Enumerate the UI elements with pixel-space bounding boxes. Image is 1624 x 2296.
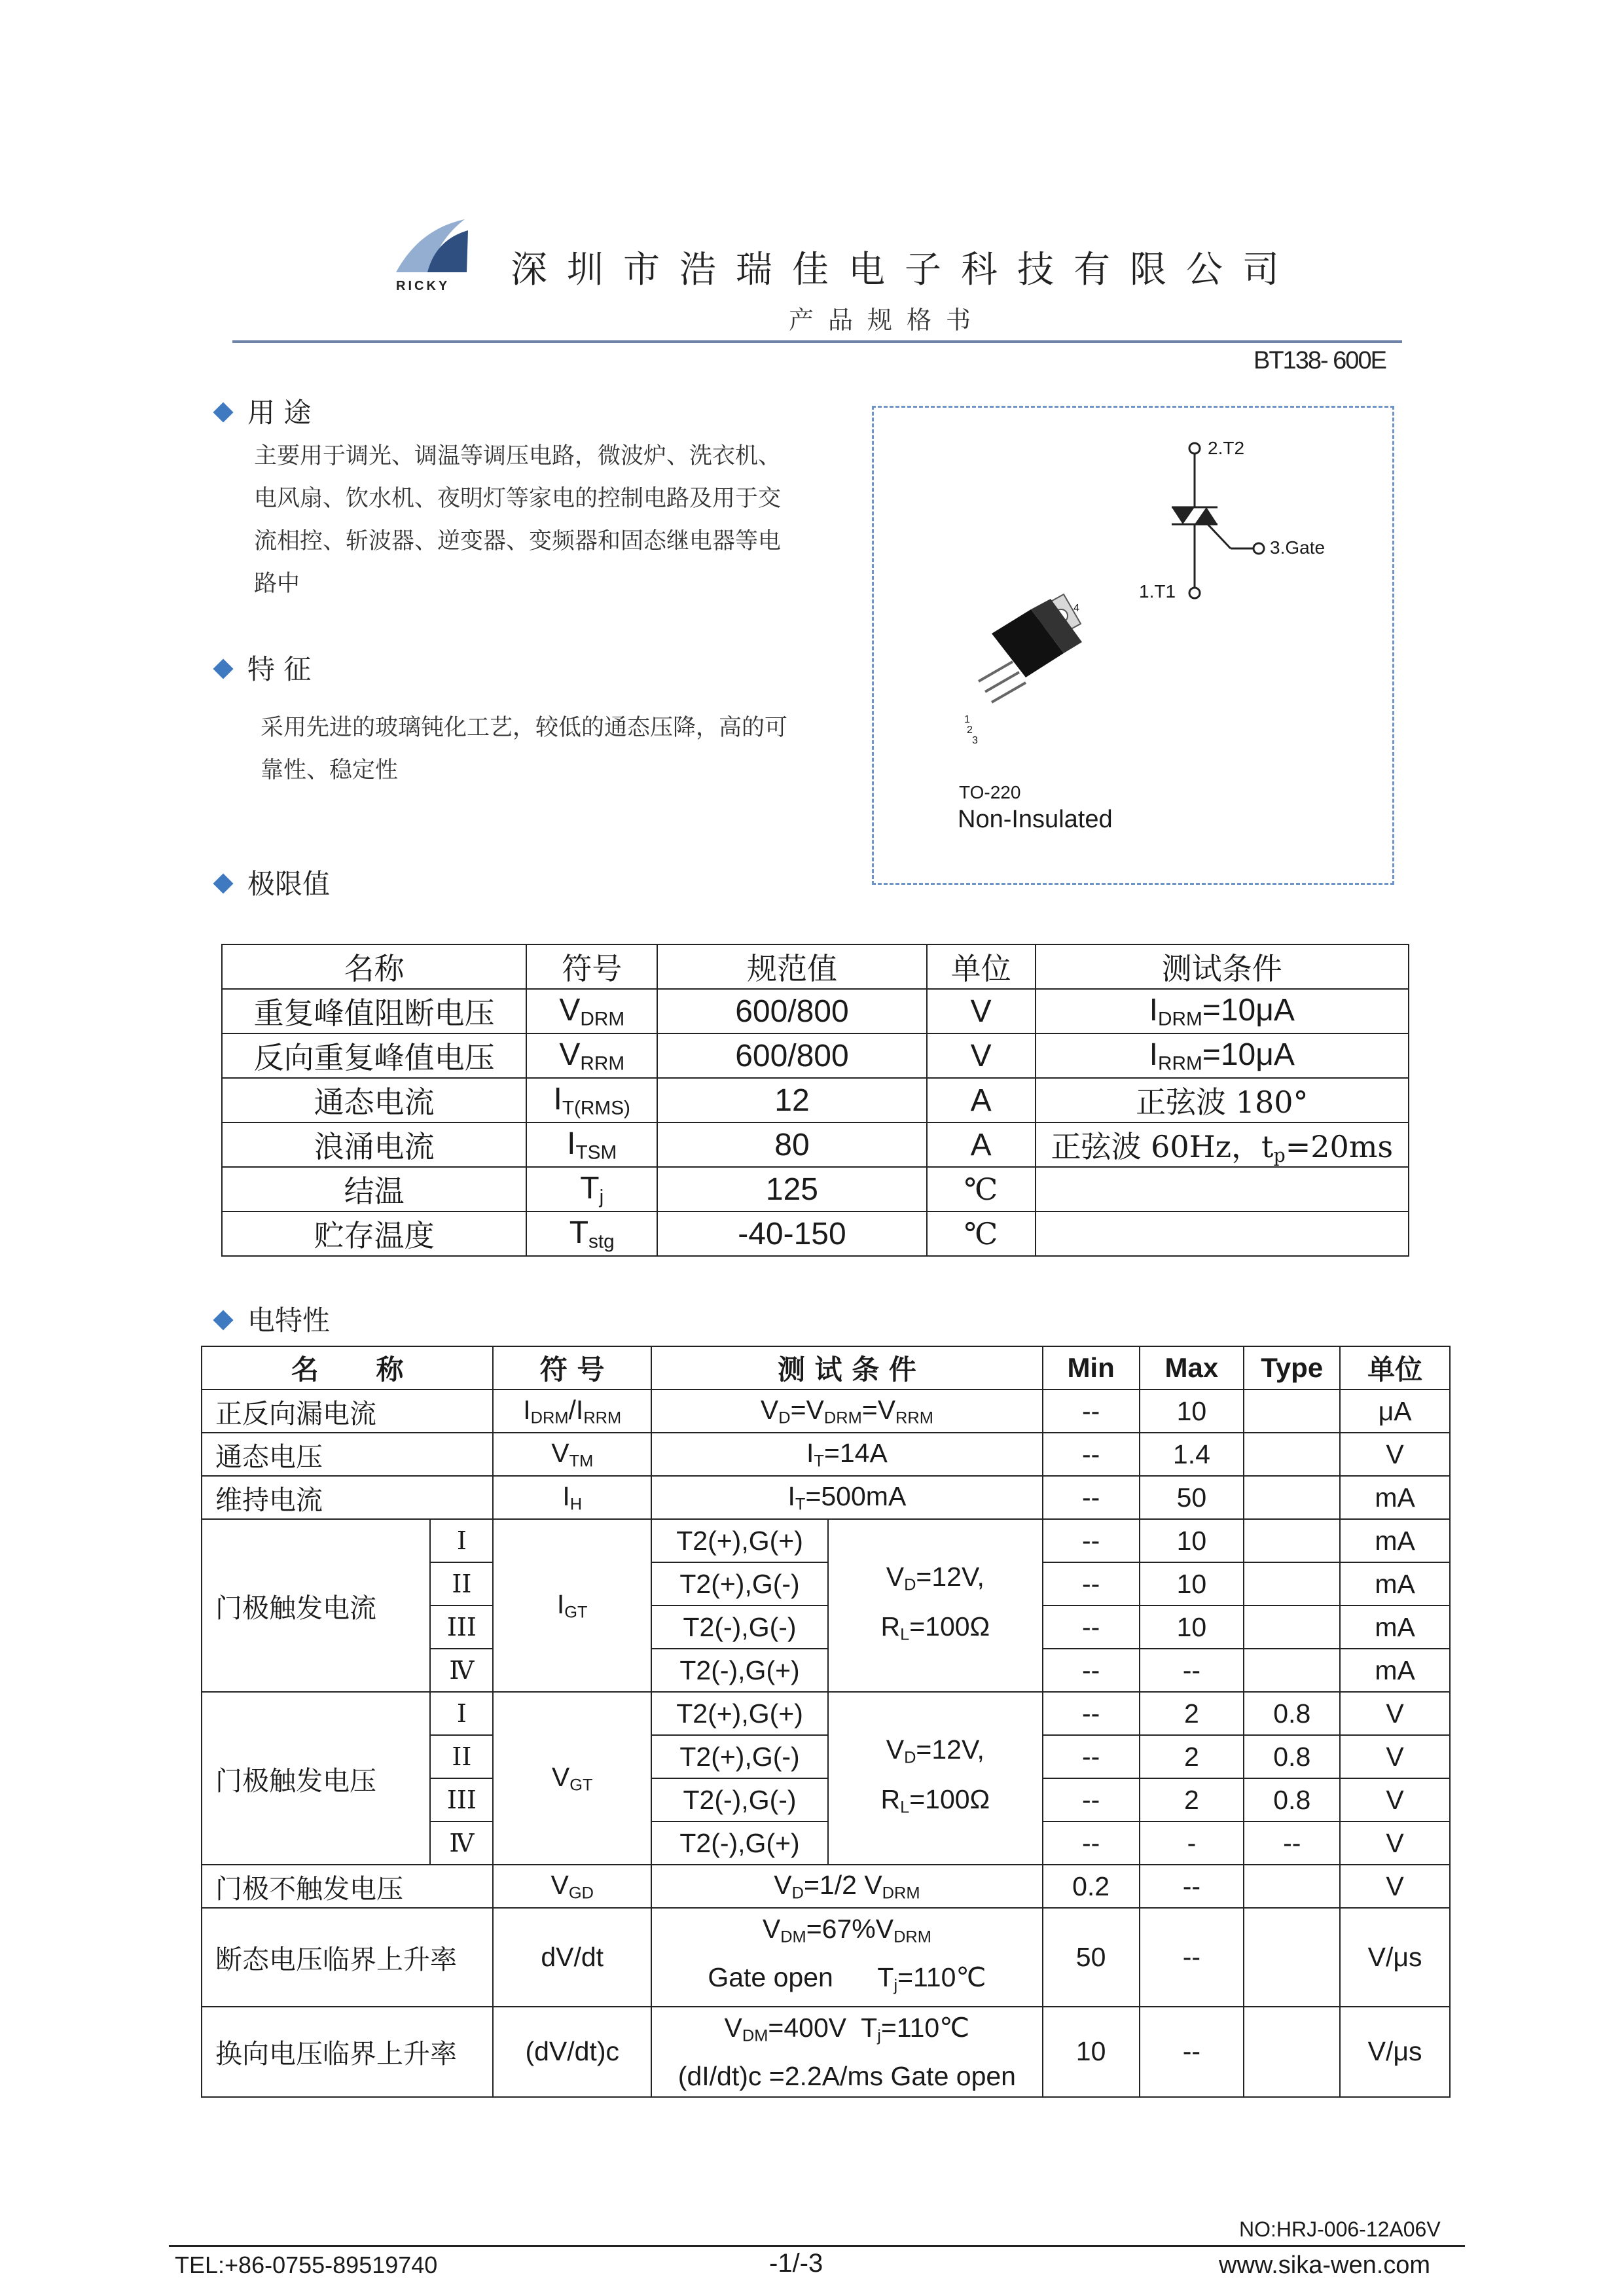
package-type: Non-Insulated [958, 806, 1113, 833]
param-unit: V [927, 989, 1036, 1033]
type-value [1244, 1433, 1340, 1476]
test-condition: $V_D=V_{DRM}=V_{RRM}$ [651, 1390, 1043, 1433]
param-unit: ℃ [927, 1167, 1036, 1211]
param-symbol: $I_{DRM}/I_{RRM}$ [493, 1390, 651, 1433]
param-symbol: $T_{stg}$ [526, 1211, 657, 1256]
max-value: -- [1140, 2007, 1244, 2097]
quadrant: III [430, 1605, 493, 1649]
table-row [202, 1692, 1450, 1735]
param-symbol: $I_{GT}$ [493, 1519, 651, 1692]
type-value [1244, 1865, 1340, 1908]
max-value: - [1140, 1821, 1244, 1865]
table-row [202, 1433, 1450, 1476]
table-row [202, 1908, 1450, 2007]
type-value [1244, 1649, 1340, 1692]
header-cell: 规范值 [657, 944, 927, 989]
test-condition: $V_D=12V$, $R_L=100\Omega$ [828, 1692, 1043, 1865]
quadrant: I [430, 1692, 493, 1735]
pin-t1-label: 1.T1 [1139, 581, 1176, 601]
unit: V/μs [1340, 1908, 1450, 2007]
bullet-diamond-icon [213, 873, 233, 893]
pin3-label: 3 [972, 735, 978, 746]
test-condition: 正弦波 60Hz，$t_p=20ms$ [1036, 1122, 1409, 1167]
pin-gate-label: 3.Gate [1270, 537, 1326, 558]
unit: V/μs [1340, 2007, 1450, 2097]
param-name: 门极不触发电压 [202, 1865, 493, 1908]
usage-line: 路中 [254, 571, 300, 597]
bullet-diamond-icon [213, 658, 233, 679]
max-value: -- [1140, 1865, 1244, 1908]
unit: mA [1340, 1605, 1450, 1649]
param-name: 维持电流 [202, 1476, 493, 1519]
test-condition: $I_{DRM}=10\mu A$ [1036, 989, 1409, 1033]
table-header-row [222, 944, 1409, 989]
min-value: -- [1043, 1649, 1140, 1692]
company-logo [389, 216, 475, 295]
param-value: 80 [657, 1122, 927, 1167]
max-value: 2 [1140, 1692, 1244, 1735]
header-cell: 符 号 [493, 1346, 651, 1390]
type-value [1244, 1908, 1340, 2007]
header-cell: 符号 [526, 944, 657, 989]
table-row [202, 1865, 1450, 1908]
type-value [1244, 2007, 1340, 2097]
header-cell: 单位 [1340, 1346, 1450, 1390]
min-value: -- [1043, 1605, 1140, 1649]
features-text [261, 707, 787, 792]
quadrant-condition: T2(+),G(-) [651, 1562, 828, 1605]
pin-t2-label: 2.T2 [1208, 438, 1245, 458]
param-name: 重复峰值阻断电压 [222, 989, 526, 1033]
max-value: 1.4 [1140, 1433, 1244, 1476]
param-name: 反向重复峰值电压 [222, 1033, 526, 1078]
param-symbol: $V_{GT}$ [493, 1692, 651, 1865]
test-condition: $V_D=1/2$ $V_{DRM}$ [651, 1865, 1043, 1908]
test-condition: 正弦波 180° [1036, 1078, 1409, 1122]
table-row [202, 1519, 1450, 1562]
document-number: NO:HRJ-006-12A06V [1239, 2217, 1441, 2241]
type-value [1244, 1562, 1340, 1605]
company-name: 深圳市浩瑞佳电子科技有限公司 [511, 249, 1299, 291]
quadrant: I [430, 1519, 493, 1562]
test-condition [1036, 1167, 1409, 1211]
param-symbol: $T_j$ [526, 1167, 657, 1211]
min-value: -- [1043, 1476, 1140, 1519]
table-row [222, 1078, 1409, 1122]
param-unit: A [927, 1122, 1036, 1167]
pin2-label: 2 [967, 725, 973, 736]
param-value: 125 [657, 1167, 927, 1211]
footer-divider [169, 2245, 1465, 2247]
max-value: 50 [1140, 1476, 1244, 1519]
electrical-section-title: 电特性 [216, 1299, 330, 1338]
quadrant: Ⅳ [430, 1649, 493, 1692]
header-divider [232, 340, 1402, 343]
max-value: -- [1140, 1908, 1244, 2007]
max-value: 10 [1140, 1605, 1244, 1649]
param-name: 通态电流 [222, 1078, 526, 1122]
limits-section-title: 极限值 [216, 863, 330, 902]
usage-line: 主要用于调光、调温等调压电路，微波炉、洗衣机、 [254, 443, 782, 469]
param-symbol: $I_{T(RMS)}$ [526, 1078, 657, 1122]
package-diagram-box [872, 406, 1394, 885]
quadrant-condition: T2(-),G(-) [651, 1778, 828, 1821]
unit: V [1340, 1778, 1450, 1821]
header-cell: 名 称 [202, 1346, 493, 1390]
bullet-diamond-icon [213, 1310, 233, 1330]
min-value: -- [1043, 1778, 1140, 1821]
type-value: 0.8 [1244, 1778, 1340, 1821]
header-cell: 单位 [927, 944, 1036, 989]
test-condition: $I_T=14A$ [651, 1433, 1043, 1476]
param-symbol: $V_{TM}$ [493, 1433, 651, 1476]
unit: V [1340, 1433, 1450, 1476]
type-value [1244, 1605, 1340, 1649]
footer-telephone: TEL:+86-0755-89519740 [175, 2251, 438, 2278]
pin4-label: 4 [1074, 603, 1079, 614]
max-value: 2 [1140, 1778, 1244, 1821]
quadrant-condition: T2(+),G(+) [651, 1692, 828, 1735]
table-row [222, 1211, 1409, 1256]
bullet-diamond-icon [213, 402, 233, 422]
table-row [202, 1476, 1450, 1519]
features-section-title: 特 征 [216, 648, 311, 687]
param-symbol: $I_{TSM}$ [526, 1122, 657, 1167]
min-value: 50 [1043, 1908, 1140, 2007]
min-value: 10 [1043, 2007, 1140, 2097]
param-name: 换向电压临界上升率 [202, 2007, 493, 2097]
param-name: 贮存温度 [222, 1211, 526, 1256]
pin1-label: 1 [964, 714, 970, 725]
unit: mA [1340, 1476, 1450, 1519]
unit: V [1340, 1865, 1450, 1908]
unit: mA [1340, 1649, 1450, 1692]
electrical-characteristics-table [201, 1346, 1451, 2098]
unit: V [1340, 1692, 1450, 1735]
header-cell: 测 试 条 件 [651, 1346, 1043, 1390]
type-value: 0.8 [1244, 1692, 1340, 1735]
triac-symbol-icon [874, 408, 1392, 883]
min-value: -- [1043, 1433, 1140, 1476]
unit: V [1340, 1821, 1450, 1865]
param-symbol: $V_{GD}$ [493, 1865, 651, 1908]
table-row [222, 1122, 1409, 1167]
param-value: 600/800 [657, 989, 927, 1033]
features-line: 靠性、稳定性 [261, 757, 399, 783]
logo-text: RICKY [396, 279, 450, 293]
header-cell: 名称 [222, 944, 526, 989]
param-value: -40-150 [657, 1211, 927, 1256]
min-value: -- [1043, 1692, 1140, 1735]
max-value: 10 [1140, 1519, 1244, 1562]
package-name: TO-220 [959, 782, 1021, 802]
quadrant-condition: T2(+),G(-) [651, 1735, 828, 1778]
table-row [202, 2007, 1450, 2097]
param-name: 正反向漏电流 [202, 1390, 493, 1433]
usage-line: 流相控、斩波器、逆变器、变频器和固态继电器等电 [254, 528, 782, 554]
param-value: 12 [657, 1078, 927, 1122]
document-subtitle: 产品规格书 [789, 306, 986, 334]
quadrant: III [430, 1778, 493, 1821]
param-unit: A [927, 1078, 1036, 1122]
quadrant-condition: T2(-),G(+) [651, 1649, 828, 1692]
min-value: -- [1043, 1821, 1140, 1865]
param-name: 通态电压 [202, 1433, 493, 1476]
min-value: -- [1043, 1390, 1140, 1433]
table-header-row [202, 1346, 1450, 1390]
param-symbol: $V_{DRM}$ [526, 989, 657, 1033]
header-cell: 测试条件 [1036, 944, 1409, 989]
max-value: -- [1140, 1649, 1244, 1692]
type-value: -- [1244, 1821, 1340, 1865]
unit: mA [1340, 1562, 1450, 1605]
param-symbol: dV/dt [493, 1908, 651, 2007]
param-unit: V [927, 1033, 1036, 1078]
test-condition: $V_{DM}=67\%V_{DRM}$ Gate open $T_j=110℃$ [651, 1908, 1043, 2007]
param-name: 断态电压临界上升率 [202, 1908, 493, 2007]
quadrant: II [430, 1562, 493, 1605]
param-name: 门极触发电压 [202, 1692, 430, 1865]
footer-website[interactable]: www.sika-wen.com [1219, 2251, 1431, 2279]
quadrant-condition: T2(-),G(-) [651, 1605, 828, 1649]
max-value: 2 [1140, 1735, 1244, 1778]
max-value: 10 [1140, 1562, 1244, 1605]
param-name: 结温 [222, 1167, 526, 1211]
param-name: 门极触发电流 [202, 1519, 430, 1692]
min-value: 0.2 [1043, 1865, 1140, 1908]
param-symbol: $V_{RRM}$ [526, 1033, 657, 1078]
param-symbol: $I_H$ [493, 1476, 651, 1519]
type-value [1244, 1476, 1340, 1519]
usage-text [254, 435, 781, 605]
min-value: -- [1043, 1519, 1140, 1562]
param-value: 600/800 [657, 1033, 927, 1078]
usage-line: 电风扇、饮水机、夜明灯等家电的控制电路及用于交 [254, 486, 782, 512]
test-condition [1036, 1211, 1409, 1256]
table-row [222, 989, 1409, 1033]
usage-section-title: 用 途 [216, 391, 311, 431]
header-cell: Max [1140, 1346, 1244, 1390]
min-value: -- [1043, 1562, 1140, 1605]
max-value: 10 [1140, 1390, 1244, 1433]
type-value: 0.8 [1244, 1735, 1340, 1778]
test-condition: $V_{DM}=400V$ $T_j=110℃$ (dI/dt)c =2.2A/ms Gate open [651, 2007, 1043, 2097]
test-condition: $I_{RRM}=10\mu A$ [1036, 1033, 1409, 1078]
unit: V [1340, 1735, 1450, 1778]
type-value [1244, 1390, 1340, 1433]
type-value [1244, 1519, 1340, 1562]
table-row [222, 1033, 1409, 1078]
table-row [222, 1167, 1409, 1211]
header-cell: Min [1043, 1346, 1140, 1390]
part-number: BT138- 600E [1254, 347, 1386, 374]
quadrant: Ⅳ [430, 1821, 493, 1865]
limit-values-table [221, 944, 1409, 1257]
quadrant: II [430, 1735, 493, 1778]
unit: mA [1340, 1519, 1450, 1562]
unit: μA [1340, 1390, 1450, 1433]
features-line: 采用先进的玻璃钝化工艺，较低的通态压降，高的可 [261, 715, 788, 741]
table-row [202, 1390, 1450, 1433]
min-value: -- [1043, 1735, 1140, 1778]
test-condition: $V_D=12V$, $R_L=100\Omega$ [828, 1519, 1043, 1692]
test-condition: $I_T=500mA$ [651, 1476, 1043, 1519]
param-name: 浪涌电流 [222, 1122, 526, 1167]
quadrant-condition: T2(-),G(+) [651, 1821, 828, 1865]
page-number: -1/-3 [769, 2249, 823, 2278]
header-cell: Type [1244, 1346, 1340, 1390]
param-unit: ℃ [927, 1211, 1036, 1256]
quadrant-condition: T2(+),G(+) [651, 1519, 828, 1562]
param-symbol: (dV/dt)c [493, 2007, 651, 2097]
